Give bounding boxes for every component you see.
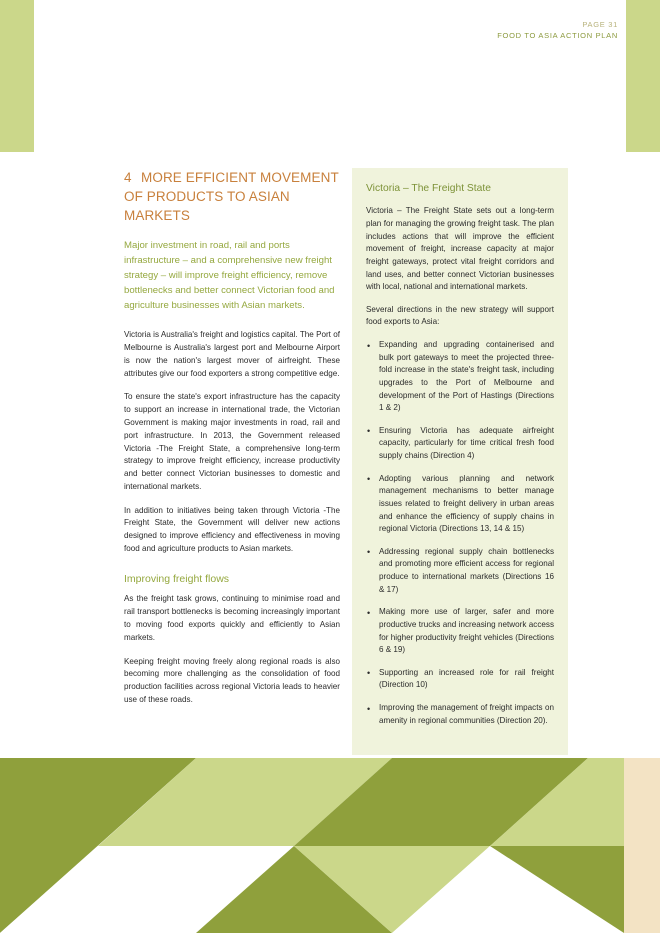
standfirst-paragraph: Major investment in road, rail and ports infrastructure – and a comprehensive new freight strategy – will improve freight efficiency, remove bottlenecks and better connect Victorian food and agriculture businesses with Asian markets. [124,240,335,311]
sidebar-bullet-list [366,339,554,727]
list-item [366,425,554,463]
list-item [366,546,554,597]
decorative-block-top-left [0,0,34,152]
section-number: 4 [124,170,132,185]
document-title: FOOD TO ASIA ACTION PLAN [497,30,618,40]
body-paragraph: To ensure the state's export infrastructure has the capacity to support an increase in international trade, the Victorian Government is making major investments in road, rail and port infrastructure. In 2013, the Government released Victoria -The Freight State, a comprehensive long-term strategy to improve freight efficiency, increase productivity and better connect Victorian businesses to domestic and international markets. [124,392,340,491]
main-column [124,168,340,718]
list-item [366,473,554,536]
list-item-text: Addressing regional supply chain bottlenecks and promoting more efficient access for regional produce to international markets (Directions 16 & 17) [379,546,554,594]
subsection-title: Improving freight flows [124,572,230,585]
list-item-text: Making more use of larger, safer and more productive trucks and increasing network access for higher productivity freight vehicles (Directions 6 & 19) [379,607,554,655]
section-title-text: MORE EFFICIENT MOVEMENT OF PRODUCTS TO ASIAN MARKETS [124,170,339,224]
bullet-icon: • [367,668,371,679]
list-item [366,606,554,657]
bullet-icon: • [367,426,371,437]
list-item [366,339,554,415]
footer-decorative-graphic [0,758,660,933]
body-paragraph: As the freight task grows, continuing to minimise road and rail transport bottlenecks is becoming increasingly important to moving food exports quickly and efficiently to Asian markets. [124,594,340,642]
list-item [366,667,554,692]
bullet-icon: • [367,547,371,558]
sidebar-intro-paragraph: Victoria – The Freight State sets out a long-term plan for managing the growing freight task. The plan includes actions that will improve the efficient movement of freight, increase capacity at major freight gateways, protect vital freight corridors and land uses, and better connect Victorian businesses with local, national and international markets. [366,206,554,292]
bullet-icon: • [367,607,371,618]
bullet-icon: • [367,474,371,485]
list-item [366,702,554,727]
body-paragraph: In addition to initiatives being taken through Victoria -The Freight State, the Government will deliver new actions designed to improve efficiency and effectiveness in moving food and agriculture products to Asian markets. [124,505,340,554]
list-item-text: Adopting various planning and network management mechanisms to better manage issues related to freight delivery in urban areas and enhance the efficiency of supply chains in regional Victoria (Directions 13, 14 & 15) [379,473,554,534]
sidebar-title: Victoria – The Freight State [366,183,491,194]
list-item-text: Improving the management of freight impacts on amenity in regional communities (Direction 20). [379,703,554,725]
body-paragraph: Victoria is Australia's freight and logistics capital. The Port of Melbourne is Australia's largest port and Melbourne Airport is now the nation's largest mover of airfreight. These attributes give our food exporters a strong competitive edge. [124,330,340,378]
sidebar-callout-box [352,168,568,755]
list-item-text: Supporting an increased role for rail freight (Direction 10) [379,667,554,690]
page-number: PAGE 31 [582,20,618,29]
page-title [124,168,340,225]
list-item-text: Ensuring Victoria has adequate airfreight capacity, particularly for time critical fresh food supply chains (Direction 4) [379,425,554,461]
page-running-head [497,20,618,42]
bullet-icon: • [367,703,371,714]
bullet-icon: • [367,340,371,351]
body-paragraph: Keeping freight moving freely along regional roads is also becoming more challenging as the consolidation of food production facilities across regional Victoria leads to heavier use of these roads. [124,656,340,704]
list-item-text: Expanding and upgrading containerised and bulk port gateways to meet the projected three-fold increase in the state's freight task, including upgrades to the Port of Melbourne and development of the Port of Hastings (Directions 1 & 2) [379,340,554,413]
decorative-block-top-right [626,0,660,152]
sidebar-leadin-paragraph: Several directions in the new strategy will support food exports to Asia: [366,304,554,327]
